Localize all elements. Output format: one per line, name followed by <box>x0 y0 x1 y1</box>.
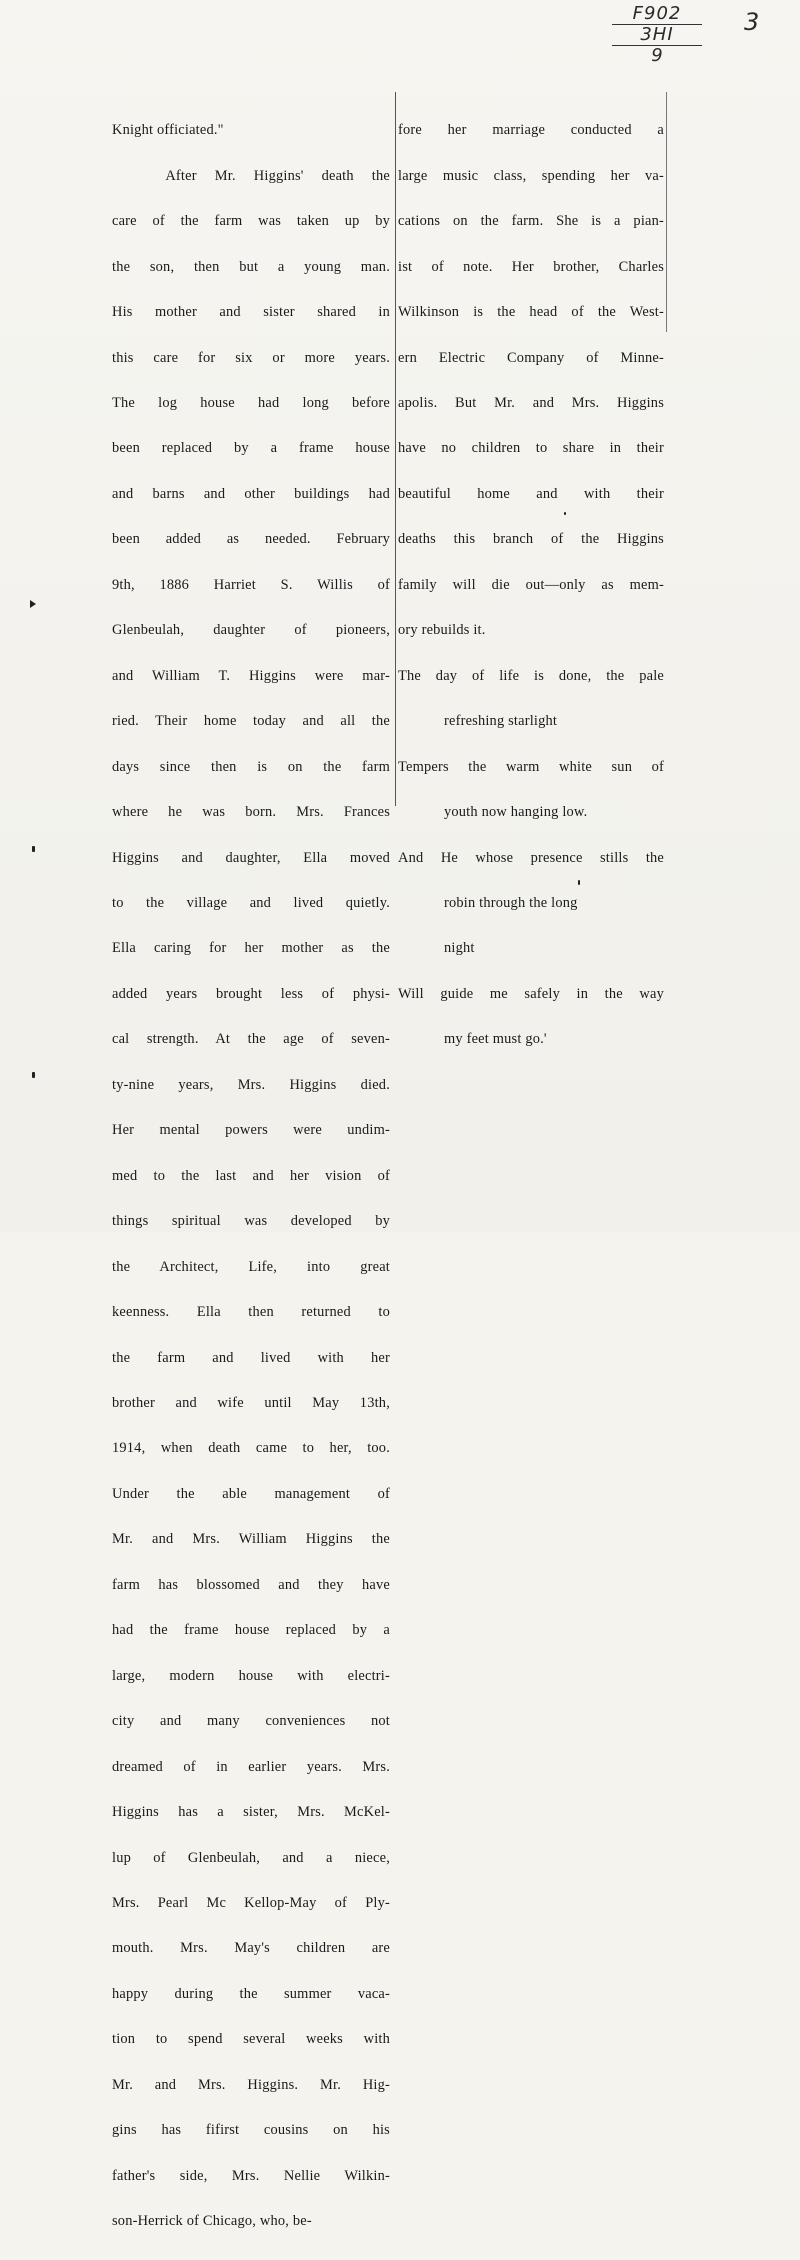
text-line: been replaced by a frame house <box>112 440 390 457</box>
text-line: dreamed of in earlier years. Mrs. <box>112 1758 390 1775</box>
poem-line: The day of life is done, the pale <box>398 667 664 684</box>
text-line: fore her marriage conducted a <box>398 122 664 139</box>
text-line: and William T. Higgins were mar- <box>112 667 390 684</box>
left-text-column <box>112 93 390 2260</box>
poem-line: Will guide me safely in the way <box>398 985 664 1002</box>
poem-line: And He whose presence stills the <box>398 849 664 866</box>
text-line: father's side, Mrs. Nellie Wilkin- <box>112 2167 390 2184</box>
text-line: Mr. and Mrs. Higgins. Mr. Hig- <box>112 2076 390 2093</box>
text-line: ory rebuilds it. <box>398 622 486 639</box>
text-line: this care for six or more years. <box>112 349 390 366</box>
text-line: Wilkinson is the head of the West- <box>398 304 664 321</box>
text-line: and barns and other buildings had <box>112 485 390 502</box>
text-line: Her mental powers were undim- <box>112 1122 390 1139</box>
text-line: keenness. Ella then returned to <box>112 1304 390 1321</box>
text-line: ist of note. Her brother, Charles <box>398 258 664 275</box>
column-edge <box>666 92 667 332</box>
text-line: to the village and lived quietly. <box>112 895 390 912</box>
margin-mark <box>30 600 36 608</box>
text-line: His mother and sister shared in <box>112 304 390 321</box>
text-line: added years brought less of physi- <box>112 985 390 1002</box>
poem-line: robin through the long <box>444 895 578 912</box>
text-line: large music class, spending her va- <box>398 167 664 184</box>
text-line: Ella caring for her mother as the <box>112 940 390 957</box>
text-line: the Architect, Life, into great <box>112 1258 390 1275</box>
poem-line: my feet must go.' <box>444 1031 547 1048</box>
column-divider <box>395 92 396 806</box>
text-line: deaths this branch of the Higgins <box>398 531 664 548</box>
text-line: family will die out—only as mem- <box>398 576 664 593</box>
poem-line: refreshing starlight <box>444 713 558 730</box>
text-line: the farm and lived with her <box>112 1349 390 1366</box>
text-line: Mrs. Pearl Mc Kellop-May of Ply- <box>112 1894 390 1911</box>
text-line: been added as needed. February <box>112 531 390 548</box>
text-line: tion to spend several weeks with <box>112 2031 390 2048</box>
text-line: had the frame house replaced by a <box>112 1622 390 1639</box>
speck-mark <box>564 512 566 515</box>
text-line: gins has fifirst cousins on his <box>112 2122 390 2139</box>
text-line: Glenbeulah, daughter of pioneers, <box>112 622 390 639</box>
margin-mark <box>32 846 35 852</box>
text-line: where he was born. Mrs. Frances <box>112 804 390 821</box>
text-line: the son, then but a young man. <box>112 258 390 275</box>
text-line: ried. Their home today and all the <box>112 713 390 730</box>
handwritten-catalog-annotation <box>612 4 702 66</box>
margin-mark <box>32 1072 35 1078</box>
right-text-column <box>398 93 664 1078</box>
text-line: lup of Glenbeulah, and a niece, <box>112 1849 390 1866</box>
text-line: city and many conveniences not <box>112 1713 390 1730</box>
text-line: The log house had long before <box>112 395 390 412</box>
text-line: 1914, when death came to her, too. <box>112 1440 390 1457</box>
text-line: 9th, 1886 Harriet S. Willis of <box>112 576 390 593</box>
text-line: apolis. But Mr. and Mrs. Higgins <box>398 395 664 412</box>
text-line: ern Electric Company of Minne- <box>398 349 664 366</box>
page-number: 3 <box>744 8 760 36</box>
text-line: things spiritual was developed by <box>112 1213 390 1230</box>
text-line: Under the able management of <box>112 1485 390 1502</box>
text-line: Higgins and daughter, Ella moved <box>112 849 390 866</box>
text-line: days since then is on the farm <box>112 758 390 775</box>
text-line: farm has blossomed and they have <box>112 1576 390 1593</box>
text-line: ty-nine years, Mrs. Higgins died. <box>112 1076 390 1093</box>
text-line: have no children to share in their <box>398 440 664 457</box>
text-line: care of the farm was taken up by <box>112 213 390 230</box>
poem-line: night <box>444 940 475 957</box>
text-line: Mr. and Mrs. William Higgins the <box>112 1531 390 1548</box>
annotation-line: 3HI <box>612 25 702 46</box>
text-line: son-Herrick of Chicago, who, be- <box>112 2213 312 2230</box>
text-line: large, modern house with electri- <box>112 1667 390 1684</box>
poem-line: youth now hanging low. <box>444 804 588 821</box>
text-line: med to the last and her vision of <box>112 1167 390 1184</box>
text-line: happy during the summer vaca- <box>112 1985 390 2002</box>
text-line: mouth. Mrs. May's children are <box>112 1940 390 1957</box>
poem-line: Tempers the warm white sun of <box>398 758 664 775</box>
annotation-line: 9 <box>651 45 663 66</box>
text-line: Knight officiated." <box>112 122 224 139</box>
annotation-line: F902 <box>612 4 702 25</box>
text-line: beautiful home and with their <box>398 485 664 502</box>
text-line: Higgins has a sister, Mrs. McKel- <box>112 1804 390 1821</box>
text-line: After Mr. Higgins' death the <box>112 167 390 184</box>
text-line: cal strength. At the age of seven- <box>112 1031 390 1048</box>
speck-mark <box>578 880 580 885</box>
text-line: brother and wife until May 13th, <box>112 1395 390 1411</box>
text-line: cations on the farm. She is a pian- <box>398 213 664 230</box>
